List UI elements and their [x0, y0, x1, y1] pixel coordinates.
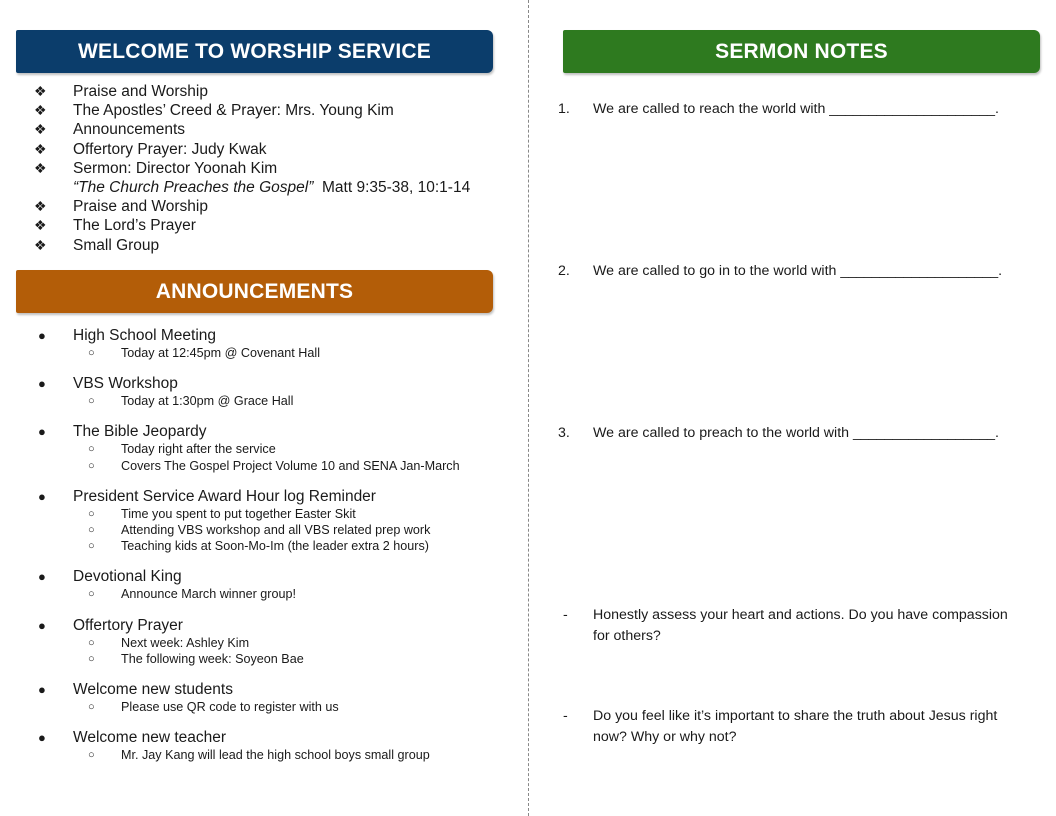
list-item: ❖ The Lord’s Prayer: [34, 217, 196, 235]
announcement-detail: [38, 586, 508, 602]
announcement-detail-text: Please use QR code to register with us: [121, 699, 339, 714]
welcome-banner: [16, 30, 493, 73]
list-item: ❖ Praise and Worship: [34, 198, 208, 216]
diamond-bullet-icon: ❖: [34, 102, 47, 119]
page-divider: [528, 0, 529, 816]
announcement-detail: [38, 393, 508, 409]
sermon-title: “The Church Preaches the Gospel”: [73, 178, 314, 196]
announcement-detail-text: Teaching kids at Soon-Mo-Im (the leader extra 2 hours): [121, 539, 429, 554]
sermon-title-line: [34, 178, 504, 197]
announcement-detail-text: Time you spent to put together Easter Skit: [121, 506, 356, 521]
announcements-list: [38, 326, 508, 776]
announcement-title-line: [38, 616, 508, 635]
list-item: ❖ Small Group: [34, 236, 160, 254]
announcement-detail: [38, 538, 508, 554]
bullet-circle-icon: ○: [88, 523, 95, 536]
announcement-title-line: [38, 326, 508, 345]
bullet-circle-icon: ○: [88, 459, 95, 472]
welcome-title: WELCOME TO WORSHIP SERVICE: [78, 39, 431, 63]
question-number: 2.: [558, 263, 570, 279]
announcement-title: Welcome new teacher: [73, 729, 227, 747]
announcement-item: [38, 680, 508, 715]
diamond-bullet-icon: ❖: [34, 83, 47, 99]
announcement-detail-text: Next week: Ashley Kim: [121, 635, 250, 650]
diamond-bullet-icon: ❖: [34, 121, 47, 138]
bullet-dot-icon: ●: [38, 569, 46, 585]
list-item: ❖ Offertory Prayer: Judy Kwak: [34, 140, 267, 158]
diamond-bullet-icon: ❖: [34, 159, 47, 176]
announcement-title: VBS Workshop: [73, 375, 178, 393]
announcement-item: [38, 487, 508, 555]
diamond-bullet-icon: ❖: [34, 217, 47, 234]
question-number: 3.: [558, 425, 570, 441]
diamond-bullet-icon: ❖: [34, 140, 47, 157]
bullet-dot-icon: ●: [38, 617, 46, 633]
bullet-dot-icon: ●: [38, 328, 46, 343]
announcement-detail: [38, 345, 508, 361]
list-item: ❖ The Apostles’ Creed & Prayer: Mrs. Young Kim: [34, 102, 394, 120]
bullet-circle-icon: ○: [88, 395, 95, 408]
bullet-circle-icon: ○: [88, 443, 95, 456]
announcement-title: President Service Award Hour log Reminder: [73, 487, 376, 505]
announcement-detail: [38, 747, 508, 763]
announcement-title: Offertory Prayer: [73, 616, 183, 634]
announcement-detail-text: Today at 12:45pm @ Covenant Hall: [121, 346, 321, 360]
bullet-dot-icon: ●: [38, 488, 46, 504]
announcement-detail-text: Mr. Jay Kang will lead the high school boys small group: [121, 748, 430, 763]
announcement-detail: [38, 441, 508, 457]
announcement-detail: [38, 635, 508, 651]
announcement-detail: [38, 651, 508, 667]
list-item: ❖ Sermon: Director Yoonah Kim: [34, 159, 278, 177]
bullet-dot-icon: ●: [38, 730, 46, 746]
diamond-bullet-icon: ❖: [34, 198, 47, 215]
bullet-circle-icon: ○: [88, 652, 95, 665]
announcement-detail-text: Today right after the service: [121, 442, 276, 457]
list-item: ❖ Announcements: [34, 121, 186, 139]
announcement-title: High School Meeting: [73, 327, 217, 344]
announcements-title: ANNOUNCEMENTS: [155, 279, 354, 303]
announcement-detail: [38, 506, 508, 522]
question-text: We are called to preach to the world with __________________.: [593, 425, 999, 441]
sermon-reference: Matt 9:35-38, 10:1-14: [322, 178, 471, 196]
announcement-detail: [38, 522, 508, 538]
announcement-title-line: [38, 567, 508, 586]
bullet-circle-icon: ○: [88, 588, 95, 601]
bullet-circle-icon: ○: [88, 540, 95, 553]
bullet-dot-icon: ●: [38, 376, 46, 392]
announcement-detail-text: Covers The Gospel Project Volume 10 and SENA Jan-March: [121, 458, 460, 473]
announcement-item: [38, 728, 508, 763]
announcement-detail-text: Attending VBS workshop and all VBS related prep work: [121, 522, 431, 537]
question-text: We are called to reach the world with _____________________.: [593, 101, 999, 117]
bullet-dot-icon: ●: [38, 424, 46, 440]
bullet-circle-icon: ○: [88, 749, 95, 762]
sermon-notes-banner: [563, 30, 1040, 73]
announcement-detail-text: Today at 1:30pm @ Grace Hall: [121, 394, 294, 409]
announcement-item: [38, 422, 508, 473]
announcement-item: [38, 374, 508, 409]
bullet-circle-icon: ○: [88, 700, 95, 713]
bullet-dot-icon: ●: [38, 681, 46, 697]
reflection-text: Do you feel like it’s important to share the truth about Jesus right now? Why or why not?: [593, 708, 998, 745]
announcement-detail: [38, 699, 508, 715]
announcement-title-line: [38, 374, 508, 393]
announcement-item: [38, 616, 508, 667]
order-of-service-list: [34, 82, 504, 255]
announcement-title: Welcome new students: [73, 680, 233, 698]
bullet-circle-icon: ○: [88, 347, 95, 359]
list-item: ❖ Praise and Worship: [34, 83, 208, 100]
announcement-item: [38, 326, 508, 361]
bullet-circle-icon: ○: [88, 507, 95, 520]
announcement-title: Devotional King: [73, 568, 182, 586]
dash-bullet: -: [563, 708, 568, 724]
question-text: We are called to go in to the world with ____________________.: [593, 263, 1003, 279]
announcement-title-line: [38, 728, 508, 747]
question-number: 1.: [558, 101, 570, 117]
announcement-title-line: [38, 422, 508, 441]
announcement-title-line: [38, 680, 508, 699]
bullet-circle-icon: ○: [88, 636, 95, 649]
diamond-bullet-icon: ❖: [34, 236, 47, 253]
sermon-notes-title: SERMON NOTES: [715, 39, 888, 63]
announcement-title-line: [38, 487, 508, 506]
announcement-detail-text: The following week: Soyeon Bae: [121, 651, 304, 666]
announcements-banner: [16, 270, 493, 313]
reflection-text: Honestly assess your heart and actions. Do you have compassion for others?: [593, 607, 1008, 644]
announcement-detail-text: Announce March winner group!: [121, 587, 297, 602]
announcement-detail: [38, 458, 508, 474]
announcement-item: [38, 567, 508, 602]
announcement-title: The Bible Jeopardy: [73, 423, 207, 441]
dash-bullet: -: [563, 607, 568, 623]
